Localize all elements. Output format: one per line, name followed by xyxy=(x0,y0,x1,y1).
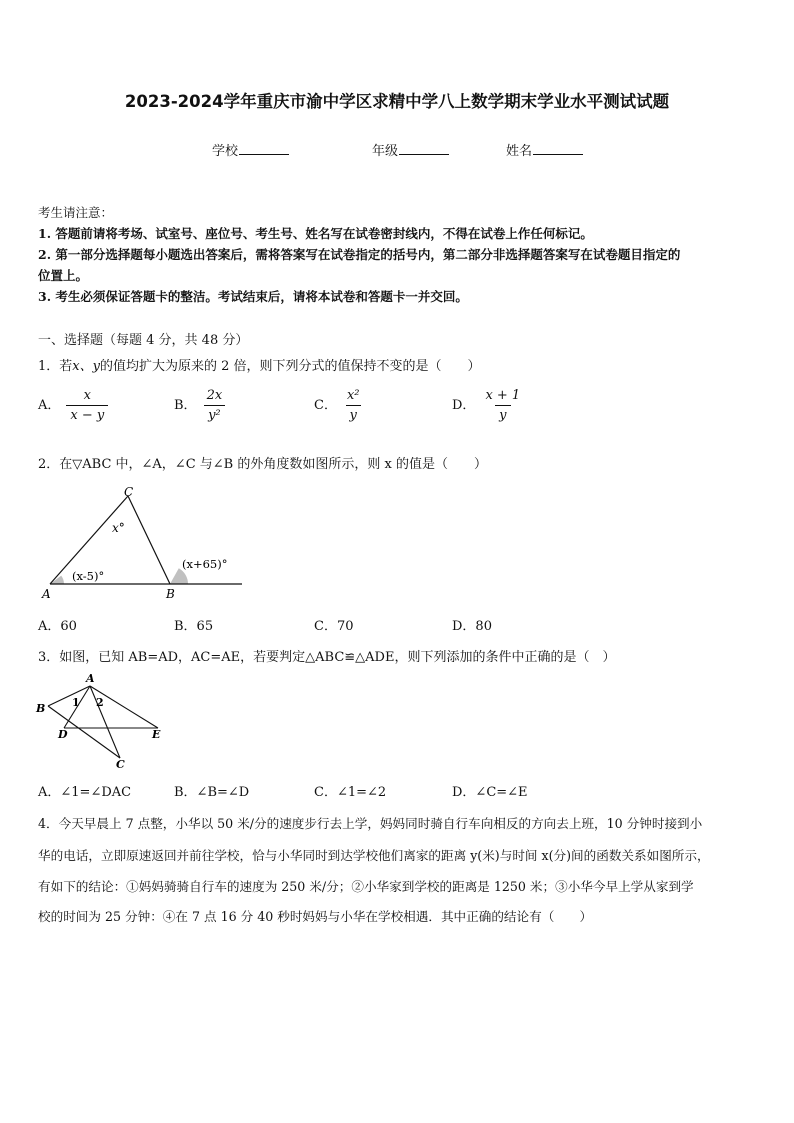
option-label: B． xyxy=(174,398,197,413)
school-field xyxy=(212,140,289,159)
q3-option-c[interactable]: C．∠1=∠2 xyxy=(314,785,387,800)
option-label: A． xyxy=(38,398,61,413)
label-d: D xyxy=(58,728,68,741)
label-e: E xyxy=(152,728,161,741)
q1-stem-b: 的值均扩大为原来的 2 倍，则下列分式的值保持不变的是（ ） xyxy=(99,359,481,374)
q2-triangle-figure xyxy=(36,482,246,602)
option-label: C． xyxy=(314,398,337,413)
question-4-line-2: 华的电话，立即原速返回并前往学校，恰与小华同时到达学校他们离家的距离 y(米)与时间 x(分)间的函数关系如图所示， xyxy=(38,848,710,863)
fraction: $\frac{x}{x - y}$ xyxy=(66,388,108,423)
q3-geometry-figure xyxy=(34,670,174,770)
school-label: 学校 xyxy=(212,144,239,159)
notice-item-1: 1. 答题前请将考场、试室号、座位号、考生号、姓名写在试卷密封线内，不得在试卷上作任何标记。 xyxy=(38,226,593,241)
q1-option-d[interactable] xyxy=(452,388,524,423)
label-c: C xyxy=(116,758,125,770)
q1-option-b[interactable] xyxy=(174,388,226,423)
fraction: $\frac{2x}{\text{y²}}$ xyxy=(203,388,227,423)
angle-c-label: x° xyxy=(112,521,125,535)
label-c: C xyxy=(124,485,134,499)
side-cb xyxy=(128,496,170,584)
q3-option-b[interactable]: B．∠B=∠D xyxy=(174,785,250,800)
q2-option-a[interactable]: A．60 xyxy=(38,619,77,634)
label-a: A xyxy=(42,587,51,601)
q3-option-d[interactable]: D．∠C=∠E xyxy=(452,785,528,800)
notice-item-2-cont: 位置上。 xyxy=(38,268,89,283)
angle-1-label: 1 xyxy=(72,696,80,709)
q1-option-a[interactable] xyxy=(38,388,108,423)
angle-2-label: 2 xyxy=(96,696,104,709)
name-label: 姓名 xyxy=(506,144,533,159)
q2-option-c[interactable]: C．70 xyxy=(314,619,354,634)
fraction: $\frac{x + 1}{y}$ xyxy=(485,388,521,423)
q2-option-d[interactable]: D．80 xyxy=(452,619,492,634)
angle-b-label: (x+65)° xyxy=(182,557,228,571)
question-3-stem: 3．如图，已知 AB=AD，AC=AE，若要判定△ABC≌△ADE，则下列添加的条件中正确的是（ ） xyxy=(38,650,616,665)
page-title: 2023-2024学年重庆市渝中学区求精中学八上数学期末学业水平测试试题 xyxy=(124,92,670,111)
option-label: D． xyxy=(452,398,476,413)
notice-heading: 考生请注意： xyxy=(38,205,114,220)
q3-option-a[interactable]: A．∠1=∠DAC xyxy=(38,785,132,800)
label-b: B xyxy=(36,702,46,715)
label-b: B xyxy=(166,587,175,601)
name-blank xyxy=(533,142,583,155)
grade-field xyxy=(372,140,449,159)
grade-blank xyxy=(399,142,449,155)
question-2-stem: 2．在▽ABC 中，∠A，∠C 与∠B 的外角度数如图所示，则 x 的值是（ ） xyxy=(38,457,487,472)
q1-stem-a: 1．若 xyxy=(38,359,73,374)
section-heading: 一、选择题（每题 4 分，共 48 分） xyxy=(38,333,249,348)
q1-stem-vars: x、y xyxy=(72,359,100,374)
question-4-line-1: 4．今天早晨上 7 点整，小华以 50 米/分的速度步行去上学，妈妈同时骑自行车向相反的方向去上班，10 分钟时接到小 xyxy=(38,816,703,831)
label-a: A xyxy=(86,672,95,685)
angle-a-label: (x-5)° xyxy=(72,569,105,583)
q1-option-c[interactable] xyxy=(314,388,364,423)
question-1-stem xyxy=(38,355,481,374)
name-field xyxy=(506,140,583,159)
notice-item-3: 3. 考生必须保证答题卡的整洁。考试结束后，请将本试卷和答题卡一并交回。 xyxy=(38,289,468,304)
grade-label: 年级 xyxy=(372,144,399,159)
school-blank xyxy=(239,142,289,155)
notice-item-2: 2. 第一部分选择题每小题选出答案后，需将答案写在试卷指定的括号内，第二部分非选择题答案写在试卷题目指定的 xyxy=(38,247,681,262)
question-4-line-3: 有如下的结论：①妈妈骑骑自行车的速度为 250 米/分；②小华家到学校的距离是 1250 米；③小华今早上学从家到学 xyxy=(38,879,694,894)
question-4-line-4: 校的时间为 25 分钟：④在 7 点 16 分 40 秒时妈妈与小华在学校相遇．其中正确的结论有（ ） xyxy=(38,909,593,924)
fraction: $\frac{\text{x²}}{y}$ xyxy=(346,388,360,423)
q2-option-b[interactable]: B．65 xyxy=(174,619,214,634)
